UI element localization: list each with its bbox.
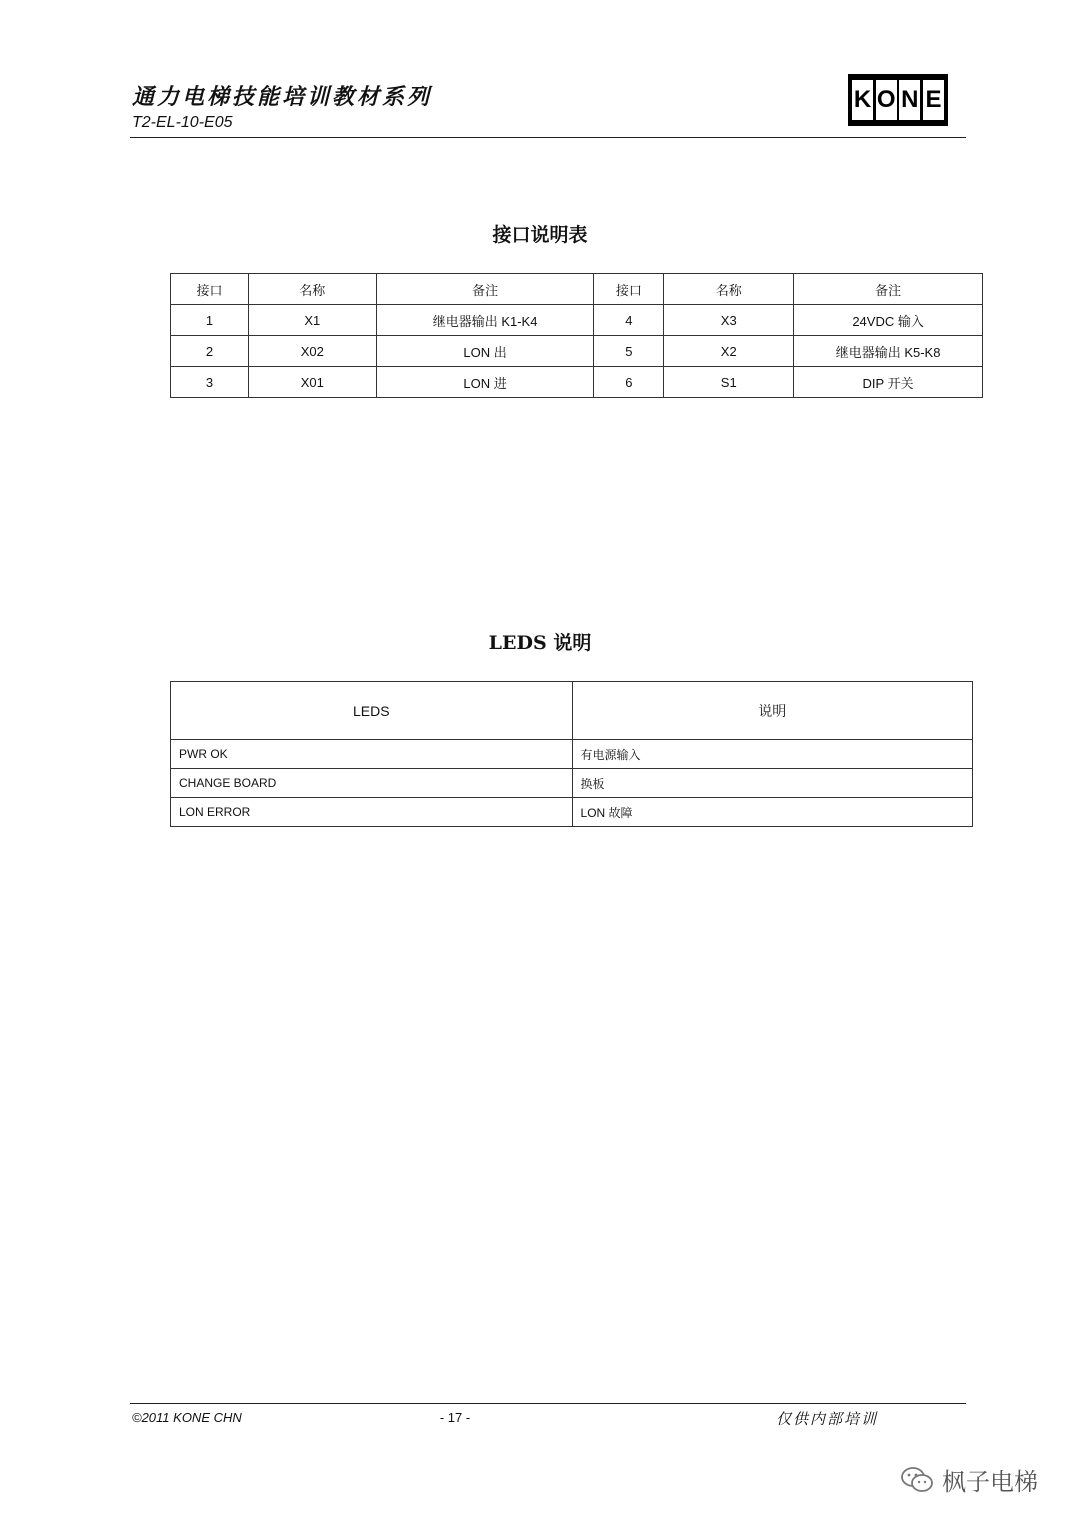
table-row — [171, 367, 983, 398]
header-cell: 说明 — [572, 682, 972, 740]
table-cell: X3 — [664, 305, 794, 336]
table-row — [171, 336, 983, 367]
table-cell: 6 — [594, 367, 664, 398]
watermark-text: 枫子电梯 — [942, 1468, 1038, 1496]
header-divider — [130, 137, 966, 138]
table-row — [171, 305, 983, 336]
logo-letter-n: N — [899, 80, 920, 120]
header-cell: 备注 — [794, 274, 983, 305]
leds-table-title: LEDS 说明 — [488, 632, 592, 654]
table-cell: X1 — [248, 305, 376, 336]
header-cell: 接口 — [594, 274, 664, 305]
table-cell: 继电器输出 K5-K8 — [794, 336, 983, 367]
header-cell: 接口 — [171, 274, 249, 305]
table-cell: CHANGE BOARD — [171, 769, 573, 798]
leds-table — [170, 681, 973, 827]
table-cell: DIP 开关 — [794, 367, 983, 398]
table-cell: S1 — [664, 367, 794, 398]
interface-table-title: 接口说明表 — [492, 224, 588, 246]
table-cell: 换板 — [572, 769, 972, 798]
table-cell: 继电器输出 K1-K4 — [376, 305, 594, 336]
table-cell: LON 故障 — [572, 798, 972, 827]
table-cell: X01 — [248, 367, 376, 398]
table-cell: LON ERROR — [171, 798, 573, 827]
footer-divider — [130, 1403, 966, 1404]
table-cell: 2 — [171, 336, 249, 367]
logo-letter-o: O — [876, 80, 897, 120]
copyright-text: ©2011 KONE CHN — [132, 1410, 242, 1425]
internal-use-note: 仅供内部培训 — [776, 1410, 879, 1428]
table-row — [171, 769, 973, 798]
logo-letter-e: E — [923, 80, 944, 120]
interface-table — [170, 273, 983, 398]
table-header-row — [171, 274, 983, 305]
header-cell: LEDS — [171, 682, 573, 740]
table-row — [171, 798, 973, 827]
table-row — [171, 740, 973, 769]
header-cell: 备注 — [376, 274, 594, 305]
logo-letter-k: K — [852, 80, 873, 120]
watermark — [900, 1462, 1038, 1497]
header-cell: 名称 — [248, 274, 376, 305]
table-cell: LON 进 — [376, 367, 594, 398]
header-cell: 名称 — [664, 274, 794, 305]
wechat-icon — [900, 1465, 934, 1495]
header-title: 通力电梯技能培训教材系列 — [132, 84, 433, 110]
document-code: T2-EL-10-E05 — [132, 114, 233, 131]
table-cell: 3 — [171, 367, 249, 398]
table-cell: X2 — [664, 336, 794, 367]
table-cell: 有电源输入 — [572, 740, 972, 769]
page-number: - 17 - — [439, 1410, 471, 1425]
table-cell: 4 — [594, 305, 664, 336]
table-cell: PWR OK — [171, 740, 573, 769]
table-cell: 24VDC 输入 — [794, 305, 983, 336]
table-cell: X02 — [248, 336, 376, 367]
table-cell: 1 — [171, 305, 249, 336]
kone-logo — [848, 74, 948, 126]
table-header-row — [171, 682, 973, 740]
table-cell: 5 — [594, 336, 664, 367]
table-cell: LON 出 — [376, 336, 594, 367]
